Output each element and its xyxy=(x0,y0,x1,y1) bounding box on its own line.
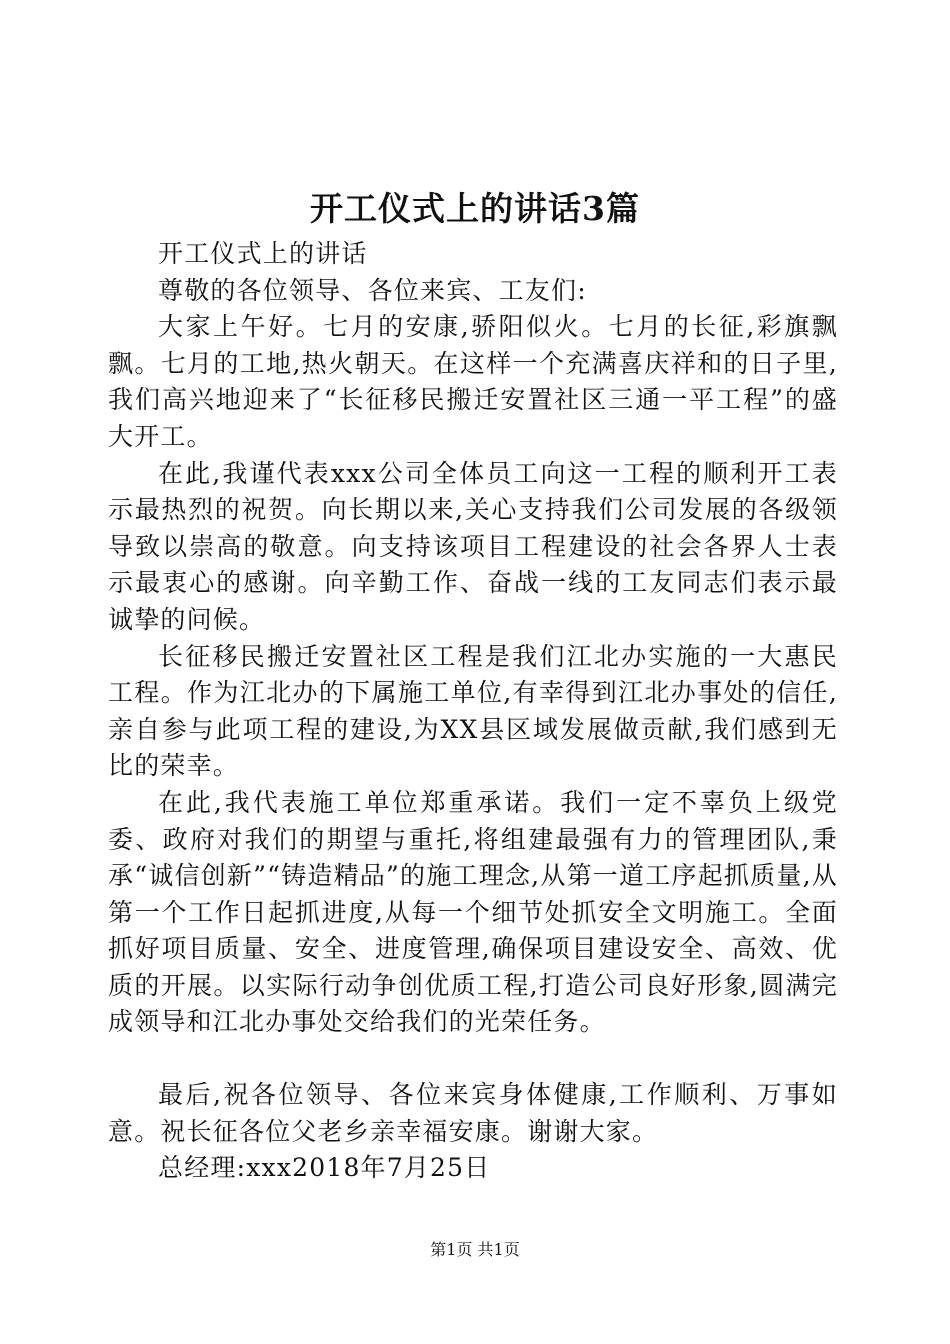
document-title: 开工仪式上的讲话3篇 xyxy=(310,189,640,228)
paragraph-salutation: 尊敬的各位领导、各位来宾、工友们: xyxy=(158,275,587,305)
paragraph-greeting: 大家上午好。七月的安康,骄阳似火。七月的长征,彩旗飘飘。七月的工地,热火朝天。在这样一个充满喜庆祥和的日子里,我们高兴地迎来了“长征移民搬迁安置社区三通一平工程”的盛大开工。 xyxy=(108,312,838,451)
paragraph-project-intro: 长征移民搬迁安置社区工程是我们江北办实施的一大惠民工程。作为江北办的下属施工单位,有幸得到江北办事处的信任,亲自参与此项工程的建设,为XX县区域发展做贡献,我们感到无比的荣幸。 xyxy=(108,641,838,781)
page-number-footer: 第1页 共1页 xyxy=(430,1240,520,1259)
paragraph-heading: 开工仪式上的讲话 xyxy=(158,239,368,268)
document-body xyxy=(108,236,838,1187)
paragraph-closing: 最后,祝各位领导、各位来宾身体健康,工作顺利、万事如意。祝长征各位父老乡亲幸福安康。谢谢大家。 xyxy=(108,1080,838,1146)
paragraph-signature: 总经理:xxx2018年7月25日 xyxy=(158,1153,491,1183)
paragraph-congratulations: 在此,我谨代表xxx公司全体员工向这一工程的顺利开工表示最热烈的祝贺。向长期以来,关心支持我们公司发展的各级领导致以崇高的敬意。向支持该项目工程建设的社会各界人士表示最衷心的感谢。向辛勤工作、奋战一线的工友同志们表示最诚挚的问候。 xyxy=(108,458,838,634)
paragraph-commitment: 在此,我代表施工单位郑重承诺。我们一定不辜负上级党委、政府对我们的期望与重托,将组建最强有力的管理团队,秉承“诚信创新”“铸造精品”的施工理念,从第一道工序起抓质量,从第一个工作日起抓进度,从每一个细节处抓安全文明施工。全面抓好项目质量、安全、进度管理,确保项目建设安全、高效、优质的开展。以实际行动争创优质工程,打造公司良好形象,圆满完成领导和江北办事处交给我们的光荣任务。 xyxy=(108,787,838,1037)
